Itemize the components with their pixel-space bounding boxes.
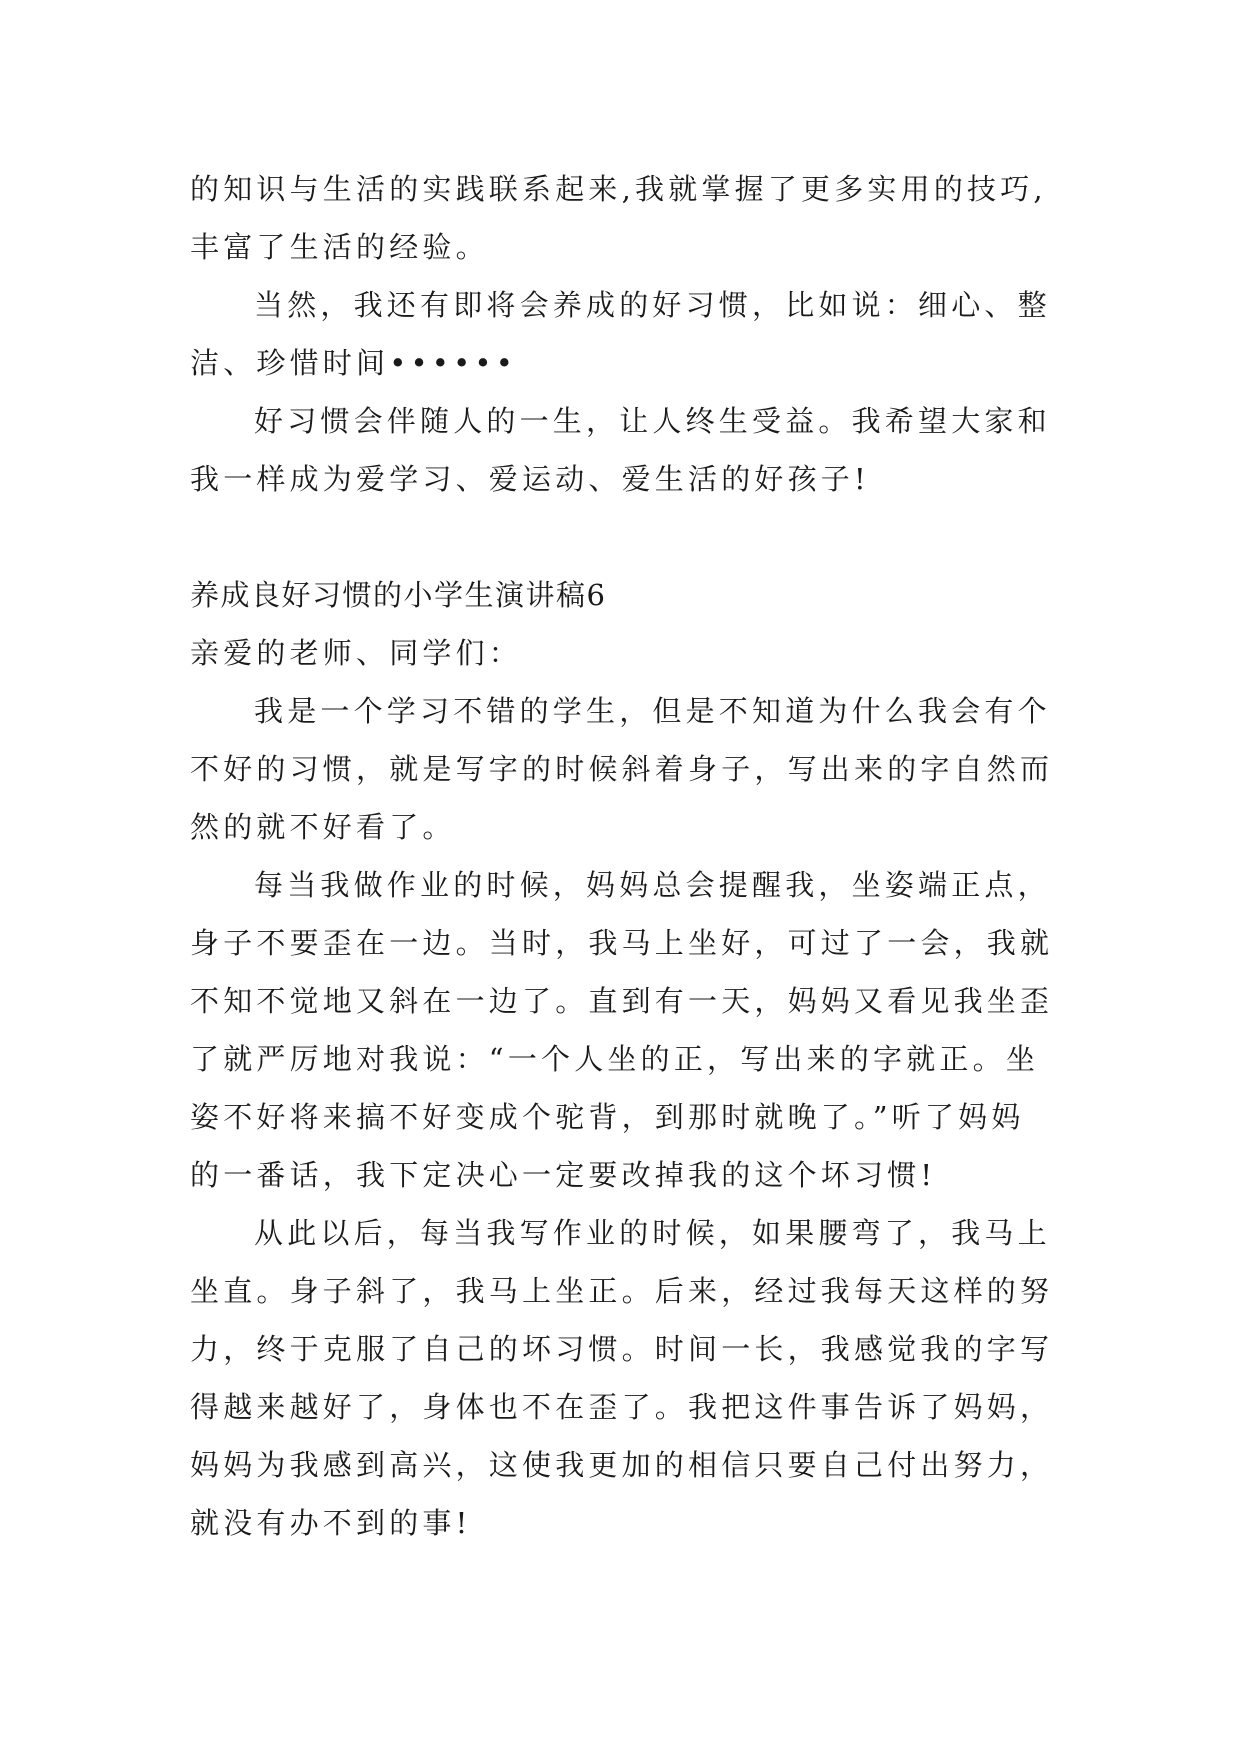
text-line: 不知不觉地又斜在一边了。直到有一天，妈妈又看见我坐歪 — [190, 984, 1054, 1018]
text-line: 好习惯会伴随人的一生，让人终生受益。我希望大家和 — [254, 404, 1051, 438]
text-line: 我是一个学习不错的学生，但是不知道为什么我会有个 — [254, 694, 1051, 728]
text-line: 的一番话，我下定决心一定要改掉我的这个坏习惯! — [190, 1158, 937, 1192]
paragraph-2 — [190, 856, 1054, 1204]
text-line: 不好的习惯，就是写字的时候斜着身子，写出来的字自然而 — [190, 752, 1054, 786]
text-line: 每当我做作业的时候，妈妈总会提醒我，坐姿端正点， — [254, 868, 1051, 902]
text-line: 从此以后，每当我写作业的时候，如果腰弯了，我马上 — [254, 1216, 1051, 1250]
text-line: 坐直。身子斜了，我马上坐正。后来，经过我每天这样的努 — [190, 1274, 1054, 1308]
text-line: 我一样成为爱学习、爱运动、爱生活的好孩子! — [190, 462, 870, 496]
paragraph-3 — [190, 1204, 1054, 1552]
paragraph-future-habits — [190, 276, 1050, 392]
paragraph-1 — [190, 682, 1054, 856]
text-line: 丰富了生活的经验。 — [190, 230, 489, 264]
text-line: 的知识与生活的实践联系起来,我就掌握了更多实用的技巧, — [190, 172, 1047, 206]
section-gap — [190, 508, 1050, 566]
text-line: 妈妈为我感到高兴，这使我更加的相信只要自己付出努力， — [190, 1448, 1054, 1482]
continuation-paragraph — [190, 160, 1050, 276]
text-line: 然的就不好看了。 — [190, 810, 456, 844]
text-line: 了就严厉地对我说：“一个人坐的正，写出来的字就正。坐 — [190, 1042, 1040, 1076]
text-column — [190, 160, 1054, 1552]
salutation: 亲爱的老师、同学们： — [190, 636, 523, 670]
section-title: 养成良好习惯的小学生演讲稿6 — [190, 578, 607, 612]
text-line: 当然，我还有即将会养成的好习惯，比如说：细心、整 — [254, 288, 1051, 322]
text-line: 洁、珍惜时间•••••• — [190, 346, 518, 380]
text-line: 身子不要歪在一边。当时，我马上坐好，可过了一会，我就 — [190, 926, 1054, 960]
text-line: 力，终于克服了自己的坏习惯。时间一长，我感觉我的字写 — [190, 1332, 1054, 1366]
text-line: 得越来越好了，身体也不在歪了。我把这件事告诉了妈妈， — [190, 1390, 1054, 1424]
paragraph-conclusion — [190, 392, 1050, 508]
text-line: 就没有办不到的事! — [190, 1506, 472, 1540]
text-line: 姿不好将来搞不好变成个驼背，到那时就晚了。”听了妈妈 — [190, 1100, 1025, 1134]
